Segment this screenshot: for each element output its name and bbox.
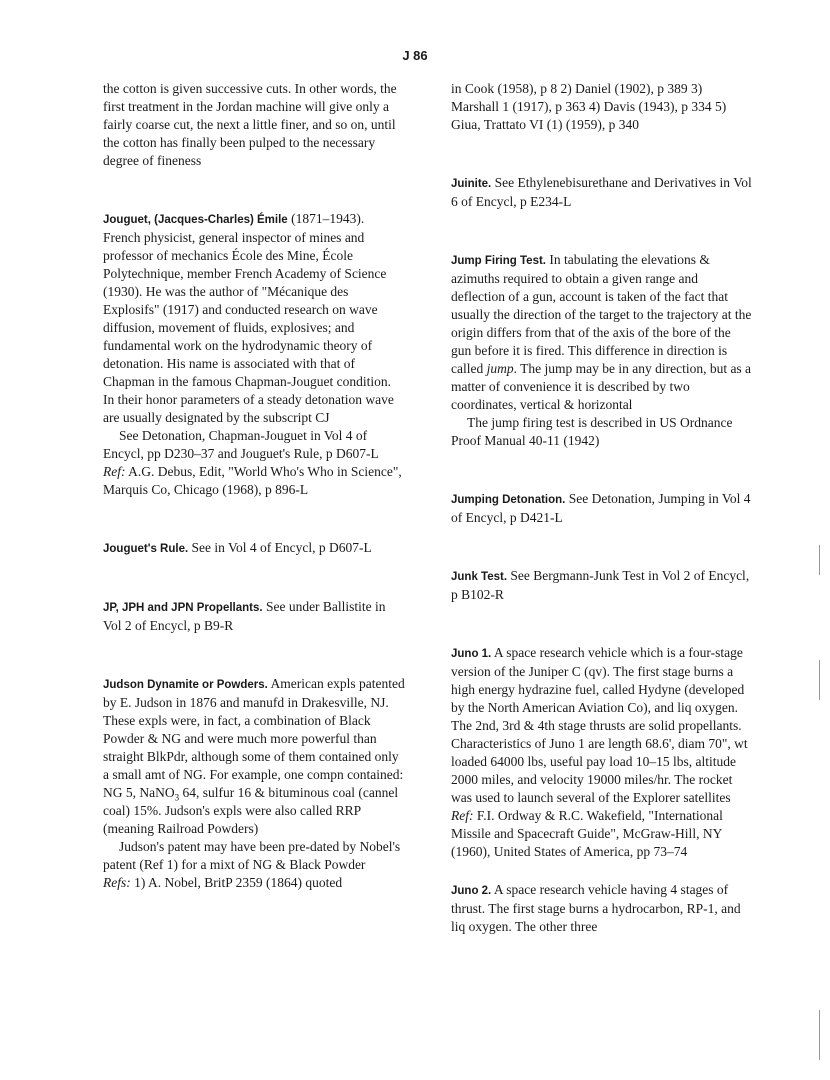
scan-mark bbox=[819, 660, 820, 700]
entry-heading: Jumping Detonation. bbox=[451, 494, 566, 506]
entry-judson bbox=[103, 675, 405, 892]
refs-label: Refs: bbox=[103, 875, 131, 890]
scan-mark bbox=[819, 1010, 820, 1060]
entry-body: See in Vol 4 of Encycl, p D607-L bbox=[188, 540, 372, 555]
entry-juno-1 bbox=[451, 644, 753, 861]
entry-body: In tabulating the elevations & azimuths required to obtain a given range and deflection of a gun, account is taken of the fact that usually the direction of the target to the trajectory at the origin differs from that of the axis of the bore of the gun before it is fired. This difference in direction is called bbox=[451, 252, 752, 376]
entry-body: See under Ballistite in Vol 2 of Encycl, p B9-R bbox=[103, 599, 386, 633]
entry-heading: Junk Test. bbox=[451, 571, 508, 583]
entry-body: French physicist, general inspector of mines and professor of mechanics École des Mine, École Polytechnique, member French Academy of Science (1930). He was the author of "Mécanique des Explosifs" (1917) and conducted research on wave diffusion, movement of fluids, explosives; and fundamental work on the hydrodynamic theory of detonation. His name is associated with that of Chapman in the famous Chapman-Jouguet condition. In their honor parameters of a steady detonation wave are usually designated by the subscript CJ bbox=[103, 230, 394, 425]
page-number: J 86 bbox=[402, 48, 428, 63]
entry-junk-test bbox=[451, 567, 753, 604]
entry-body-cont: 64, sulfur 16 & bituminous coal (cannel coal) 15%. Judson's expls were also called RRP (meaning Railroad Powders) bbox=[103, 785, 399, 836]
entry-juno-2 bbox=[451, 881, 753, 936]
entry-heading: Judson Dynamite or Powders. bbox=[103, 679, 268, 691]
entry-see-also: See Detonation, Chapman-Jouguet in Vol 4 of Encycl, pp D230–37 and Jouguet's Rule, p D607-L bbox=[103, 428, 379, 461]
ref-label: Ref: bbox=[451, 808, 474, 823]
entry-paragraph-2: The jump firing test is described in US Ordnance Proof Manual 40-11 (1942) bbox=[451, 415, 733, 448]
ref-text: A.G. Debus, Edit, "World Who's Who in Science", Marquis Co, Chicago (1968), p 896-L bbox=[103, 464, 402, 497]
entry-jouguet-emile bbox=[103, 210, 405, 499]
entry-jp-propellants bbox=[103, 598, 405, 635]
entry-body: See Bergmann-Junk Test in Vol 2 of Encycl, p B102-R bbox=[451, 568, 750, 602]
entry-heading: Jouguet, (Jacques-Charles) Émile bbox=[103, 214, 288, 226]
entry-heading: Juno 1. bbox=[451, 648, 492, 660]
refs-continuation: in Cook (1958), p 8 2) Daniel (1902), p 389 3) Marshall 1 (1917), p 363 4) Davis (1943), p 334 5) Giua, Trattato VI (1) (1959), p 340 bbox=[451, 81, 727, 132]
entry-heading: Jouguet's Rule. bbox=[103, 543, 189, 555]
entry-body: A space research vehicle which is a four-stage version of the Juniper C (qv). The first stage burns a high energy hydrazine fuel, called Hydyne (developed by the North American Aviation Co), and liq oxygen. The 2nd, 3rd & 4th stage thrusts are solid propellants. Characteristics of Juno 1 are length 68.6', diam 70", wt loaded 64000 lbs, useful pay load 10–15 lbs, altitude 2000 miles, and velocity 19000 miles/hr. The rocket was used to launch several of the Explorer satellites bbox=[451, 645, 748, 805]
subscript: 3 bbox=[174, 792, 180, 803]
entry-heading: Juinite. bbox=[451, 178, 492, 190]
entry-body-cont: . The jump may be in any direction, but as a matter of convenience it is described by two coordinates, vertical & horizontal bbox=[451, 361, 752, 412]
left-column bbox=[103, 80, 405, 892]
entry-body: See Detonation, Jumping in Vol 4 of Encycl, p D421-L bbox=[451, 491, 751, 525]
entry-jump-firing-test bbox=[451, 251, 753, 450]
entry-paragraph-2: Judson's patent may have been pre-dated by Nobel's patent (Ref 1) for a mixt of NG & Black Powder bbox=[103, 839, 401, 872]
entry-heading: JP, JPH and JPN Propellants. bbox=[103, 602, 263, 614]
right-column bbox=[451, 80, 753, 936]
refs-text: 1) A. Nobel, BritP 2359 (1864) quoted bbox=[130, 875, 343, 890]
cotton-continuation: the cotton is given successive cuts. In other words, the first treatment in the Jordan machine will give only a fairly coarse cut, the next a little finer, and so on, until the cotton has finally been pulped to the necessary degree of fineness bbox=[103, 81, 397, 168]
entry-heading: Juno 2. bbox=[451, 885, 492, 897]
entry-body: American expls patented by E. Judson in 1876 and manufd in Drakesville, NJ. These expls were, in fact, a combination of Black Powder & NG and were much more powerful than straight BlkPdr, although some of them contained only a small amt of NG. For example, one compn contained: NG 5, NaNO bbox=[103, 676, 405, 800]
entry-body: A space research vehicle having 4 stages of thrust. The first stage burns a hydrocarbon, RP-1, and liq oxygen. The other three bbox=[451, 882, 741, 934]
entry-body-emphasis: jump bbox=[486, 361, 514, 376]
entry-heading-tail: (1871–1943). bbox=[287, 211, 365, 226]
entry-body: See Ethylenebisurethane and Derivatives in Vol 6 of Encycl, p E234-L bbox=[451, 175, 752, 209]
entry-heading: Jump Firing Test. bbox=[451, 255, 546, 267]
ref-label: Ref: bbox=[103, 464, 126, 479]
entry-jouguets-rule bbox=[103, 539, 405, 558]
entry-jumping-detonation bbox=[451, 490, 753, 527]
entry-juinite bbox=[451, 174, 753, 211]
ref-text: F.I. Ordway & R.C. Wakefield, "International Missile and Spacecraft Guide", McGraw-Hill, NY (1960), United States of America, pp 73–74 bbox=[451, 808, 723, 859]
scan-mark bbox=[819, 545, 820, 575]
